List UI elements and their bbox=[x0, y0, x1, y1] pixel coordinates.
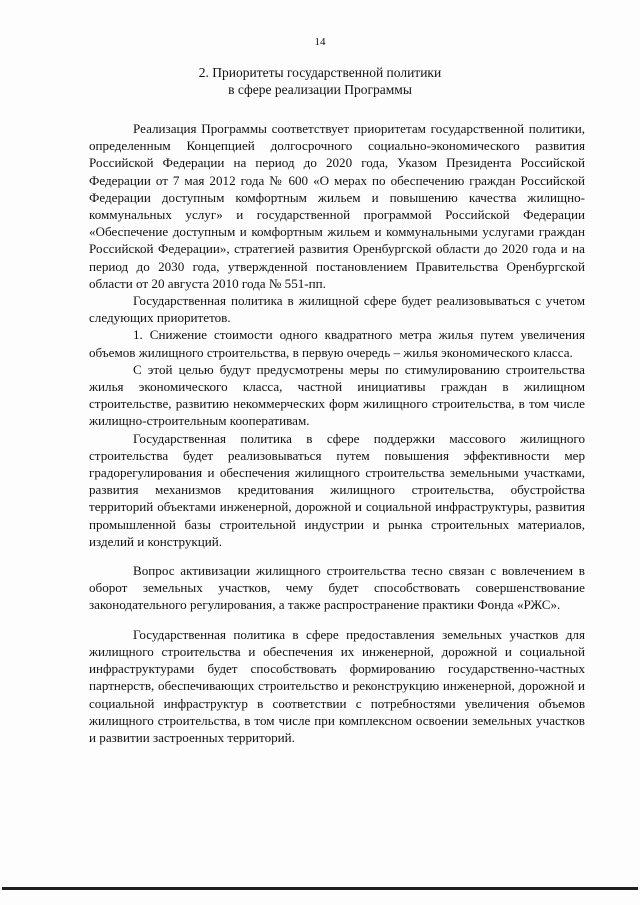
page-number: 14 bbox=[314, 36, 326, 48]
bottom-scan-edge bbox=[2, 887, 638, 890]
paragraph-2: Государственная политика в жилищной сфере будет реализовываться с учетом следующих приоритетов. bbox=[89, 293, 585, 326]
body-text bbox=[89, 120, 585, 746]
paragraph-1: Реализация Программы соответствует приоритетам государственной политики, определенным Концепцией долгосрочного социально-экономического развития Российской Федерации на период до 2020 года, Указом Президента Российской Федерации от 7 мая 2012 года № 600 «О мерах по обеспечению граждан Российской Федерации доступным комфортным жильем и повышению качества жилищно-коммунальных услуг» и государственной программой Российской Федерации «Обеспечение доступным и комфортным жильем и коммунальными услугами граждан Российской Федерации», стратегией развития Оренбургской области до 2020 года и на период до 2030 года, утвержденной постановлением Правительства Оренбургской области от 20 августа 2010 года № 551-пп. bbox=[89, 121, 585, 291]
section-heading-line-2: в сфере реализации Программы bbox=[228, 82, 412, 97]
section-heading bbox=[0, 64, 640, 98]
paragraph-5: Государственная политика в сфере поддержки массового жилищного строительства будет реализовываться путем повышения эффективности мер градорегулирования и обеспечения жилищного строительства земельными участками, развития механизмов кредитования жилищного строительства, обустройства территорий объектами инженерной, дорожной и социальной инфраструктуры, развития промышленной базы строительной индустрии и рынка строительных материалов, изделий и конструкций. bbox=[89, 430, 585, 549]
paragraph-7: Государственная политика в сфере предоставления земельных участков для жилищного строительства и обеспечения их инженерной, дорожной и социальной инфраструктурами будет способствовать формированию государственно-частных партнерств, обеспечивающих строительство и реконструкцию инженерной, дорожной и социальной инфраструктур в соответствии с потребностями увеличения объемов жилищного строительства, в том числе при комплексном освоении земельных участков и развитии застроенных территорий. bbox=[89, 626, 585, 745]
paragraph-4: С этой целью будут предусмотрены меры по стимулированию строительства жилья экономического класса, частной инициативы граждан в жилищном строительстве, развитию некоммерческих форм жилищного строительства, в том числе жилищно-строительным кооперативам. bbox=[89, 361, 585, 429]
paragraph-3: 1. Снижение стоимости одного квадратного метра жилья путем увеличения объемов жилищного строительства, в первую очередь – жилья экономического класса. bbox=[89, 327, 585, 360]
paragraph-6: Вопрос активизации жилищного строительства тесно связан с вовлечением в оборот земельных участков, чему будет способствовать совершенствование законодательного регулирования, а также распространение практики Фонда «РЖС». bbox=[89, 563, 585, 613]
section-heading-line-1: 2. Приоритеты государственной политики bbox=[198, 65, 442, 80]
